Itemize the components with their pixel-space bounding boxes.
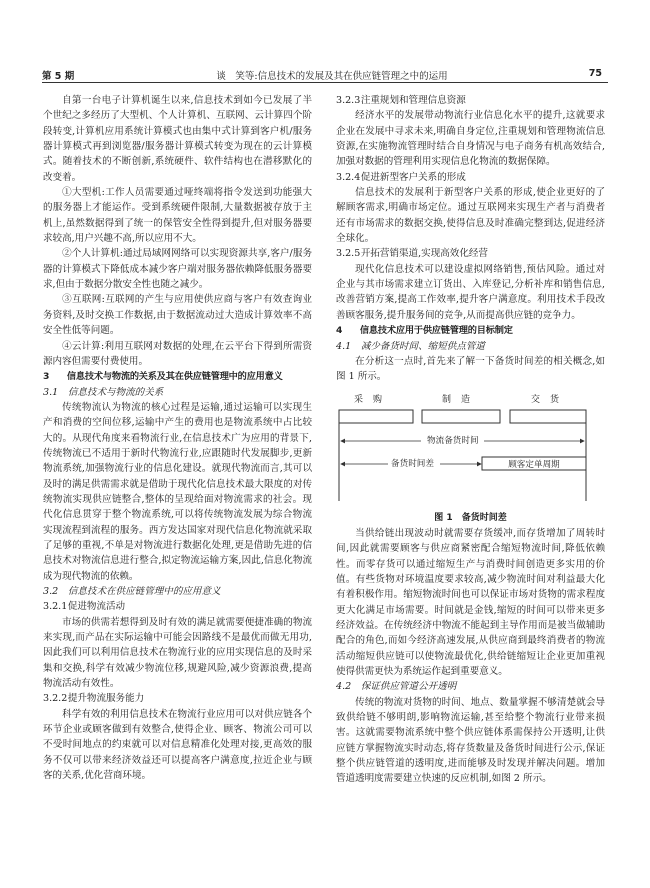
paragraph-3-2-4: 信息技术的发展利于新型客户关系的形成,使企业更好的了解顾客需求,明确市场定位。通过互联网来实现生产者与消费者还有市场需求的数据交换,使得信息及时准确完整到达,促进经济全球化。 <box>336 187 605 245</box>
section-number: 3.2.2 <box>43 693 68 705</box>
section-title: 信息技术在供应链管理中的应用意义 <box>67 586 221 597</box>
section-number: 3.2.1 <box>43 601 68 613</box>
left-column <box>43 93 312 783</box>
stage-label-procurement: 采购 <box>354 394 393 405</box>
figure-diagram <box>336 393 605 511</box>
list-item-internet: ③互联网:互联网的产生与应用使供应商与客户有效查询业务资料,及时交换工作数据,由于数据流动过大造成计算效率不高安全性低等问题。 <box>43 294 312 337</box>
section-title: 信息技术应用于供应链管理的目标制定 <box>359 325 513 337</box>
intro-paragraph: 自第一台电子计算机诞生以来,信息技术到如今已发展了半个世纪之多经历了大型机、个人计算机、互联网、云计算四个阶段转变,计算机应用系统计算模式也由集中式计算到客户机/服务器计算模式再到浏览器/服务器计算模式转变为现在的云计算模式。随着技术的不断创新,系统硬件、软件结构也在潜移默化的改变着。 <box>43 95 312 183</box>
paragraph-4-1-intro: 在分析这一点时,首先来了解一下备货时间差的相关概念,如图 1 所示。 <box>336 355 605 383</box>
section-number: 3.2 <box>43 586 59 597</box>
section-title: 促进新型客户关系的形成 <box>360 171 466 183</box>
stage-label-manufacturing: 制造 <box>442 394 481 405</box>
figure-caption: 图 1 备货时间差 <box>434 512 507 523</box>
running-header <box>42 68 608 83</box>
section-heading-3-2-1 <box>43 599 312 614</box>
section-title: 信息技术与物流的关系 <box>67 386 164 398</box>
section-heading-3-2-2 <box>43 691 312 706</box>
order-cycle-label: 顾客定单周期 <box>508 459 560 470</box>
issue-number: 第 5 期 <box>42 71 75 82</box>
right-column <box>336 93 605 787</box>
list-item-mainframe: ①大型机:工作人员需要通过哑终端将指令发送到功能强大的服务器上才能运作。受到系统硬件限制,大量数据被存放于主机上,虽然数据得到了统一的保管安全性得到提升,但对服务器要求较高,用户兴趣不高,所以应用不大。 <box>43 187 312 245</box>
section-title: 保证供应管道公开透明 <box>360 681 457 693</box>
lead-time-gap-label: 备货时间差 <box>388 457 437 472</box>
stage-box-manufacturing <box>422 410 500 423</box>
section-heading-4 <box>336 323 605 338</box>
running-title: 谈 笑等:信息技术的发展及其在供应链管理之中的运用 <box>216 71 448 82</box>
section-title: 减少备货时间、缩短供点管道 <box>360 340 485 352</box>
paragraph-3-2-5: 现代化信息技术可以建设虚拟网络销售,预估风险。通过对企业与其市场需求建立订货出、入库登记,分析补库和销售信息,改善营销方案,提高工作效率,提升客户满意度。利用技术手段改善顾客服务,提升服务间的竞争,从而提高供应链的竞争力。 <box>336 263 605 321</box>
paragraph-3-2-3: 经济水平的发展带动物流行业信息化水平的提升,这就要求企业在发展中寻求未来,明确自身定位,注重规划和管理物流信息资源,在实施物流管理时结合自身情况与电子商务有机高效结合,加强对数据的管理利用实现信息化物流的数据保障。 <box>336 110 605 168</box>
paragraph-3-1: 传统物流认为物流的核心过程是运输,通过运输可以实现生产和消费的空间位移,运输中产生的费用也是物流系统中占比较大的。从现代角度来看物流行业,在信息技术广为应用的背景下,传统物流已不适用于新时代物流行业,应跟随时代发展脚步,更新物流系统,加强物流行业的信息化建设。就现代物流而言,其可以及时的满足供需需求就是借助于现代化信息技术最大限度的对传统物流实现供应链整合,整体的呈现给面对物流需求的社会。现代化信息贯穿于整个物流系统,可以将传统物流发展为综合物流实现流程到流程的服务。西方发达国家对现代信息化物流就采取了足够的重视,不单是对物流进行数据化处理,更是借助先进的信息技术对物流信息进行整合,拟定物流运输方案,因此,信息化物流成为现代物流的依赖。 <box>43 401 312 582</box>
total-lead-time-label: 物流备货时间 <box>424 434 482 449</box>
section-heading-3-2-4 <box>336 170 605 185</box>
stage-box-delivery <box>510 410 586 423</box>
section-heading-3 <box>43 369 312 384</box>
section-number: 3.1 <box>43 386 59 398</box>
section-number: 4 <box>336 325 343 337</box>
section-title: 信息技术与物流的关系及其在供应链管理中的应用意义 <box>66 371 283 383</box>
section-title: 注重规划和管理信息资源 <box>360 95 466 106</box>
paragraph-3-2-1: 市场的供需若想得到及时有效的满足就需要便捷准确的物流来实现,而产品在实际运输中可能会因路线不是最优而做无用功,因此我们可以利用信息技术在物流行业的应用实现信息的及时采集和交换,科学有效减少物流位移,规避风险,减少资源浪费,提高物流活动有效性。 <box>43 616 312 690</box>
section-heading-4-2 <box>336 679 605 694</box>
section-number: 3.2.3 <box>336 95 361 106</box>
stage-box-procurement <box>339 410 413 423</box>
figure-lead-time-gap <box>336 393 605 511</box>
section-heading-3-2-3 <box>336 93 605 108</box>
section-number: 4.1 <box>336 340 352 352</box>
paragraph-4-1: 当供给链出现波动时就需要存货缓冲,而存货增加了周转时间,因此就需要顾客与供应商紧密配合缩短物流时间,降低依赖性。而零存货可以通过缩短生产与消费时间创造更多实用的价值。有些货物对环境温度要求较高,减少物流时间对利益最大化有着积极作用。缩短物流时间也可以保证市场对货物的需求程度更大化满足市场需要。时间就是金钱,缩短的时间可以带来更多经济效益。在传统经济中物流不能起到主导作用而是被当做辅助配合的角色,而如今经济高速发展,从供应商到最终消费者的物流活动缩短供应链可以使物流最优化,供给链缩短让企业更加重视使得供需更快为系统运作起到重要意义。 <box>336 527 605 677</box>
section-number: 3 <box>43 371 50 383</box>
page-number: 75 <box>588 68 602 79</box>
section-title: 开拓营销渠道,实现高效化经营 <box>360 248 488 260</box>
section-heading-4-1 <box>336 339 605 354</box>
paragraph-4-2: 传统的物流对货物的时间、地点、数量掌握不够清楚就会导致供给链不够明朗,影响物流运输,甚至给整个物流行业带来损害。这就需要物流系统中整个供应链体系需保持公开透明,让供应链方掌握物流实时动态,将存货数量及备货时间进行公示,保证整个供应链管道的透明度,进而能够及时发现并解决问题。增加管道透明度需要建立快速的反应机制,如图 2 所示。 <box>336 696 605 785</box>
section-number: 4.2 <box>336 681 352 693</box>
section-title: 提升物流服务能力 <box>67 693 145 705</box>
section-number: 3.2.4 <box>336 171 361 183</box>
section-heading-3-2 <box>43 584 312 599</box>
section-heading-3-1 <box>43 385 312 400</box>
paragraph-3-2-2: 科学有效的利用信息技术在物流行业应用可以对供应链各个环节企业或顾客做到有效整合,使得企业、顾客、物流公司可以不受时间地点的约束就可以对信息精准化处理对接,更高效的服务不仅可以带来经济效益还可以提高客户满意度,拉近企业与顾客的关系,优化营商环境。 <box>43 708 312 782</box>
section-title: 促进物流活动 <box>67 601 126 613</box>
list-item-pc: ②个人计算机:通过局域网网络可以实现资源共享,客户/服务器的计算模式下降低成本减少客户端对服务器依赖降低服务器要求,但由于数据分散安全性也随之减少。 <box>43 248 312 291</box>
section-number: 3.2.5 <box>336 248 361 260</box>
stage-label-delivery: 交货 <box>531 394 570 405</box>
list-item-cloud: ④云计算:利用互联网对数据的处理,在云平台下得到所需资源内容但需要付费使用。 <box>43 340 312 367</box>
section-heading-3-2-5 <box>336 246 605 261</box>
